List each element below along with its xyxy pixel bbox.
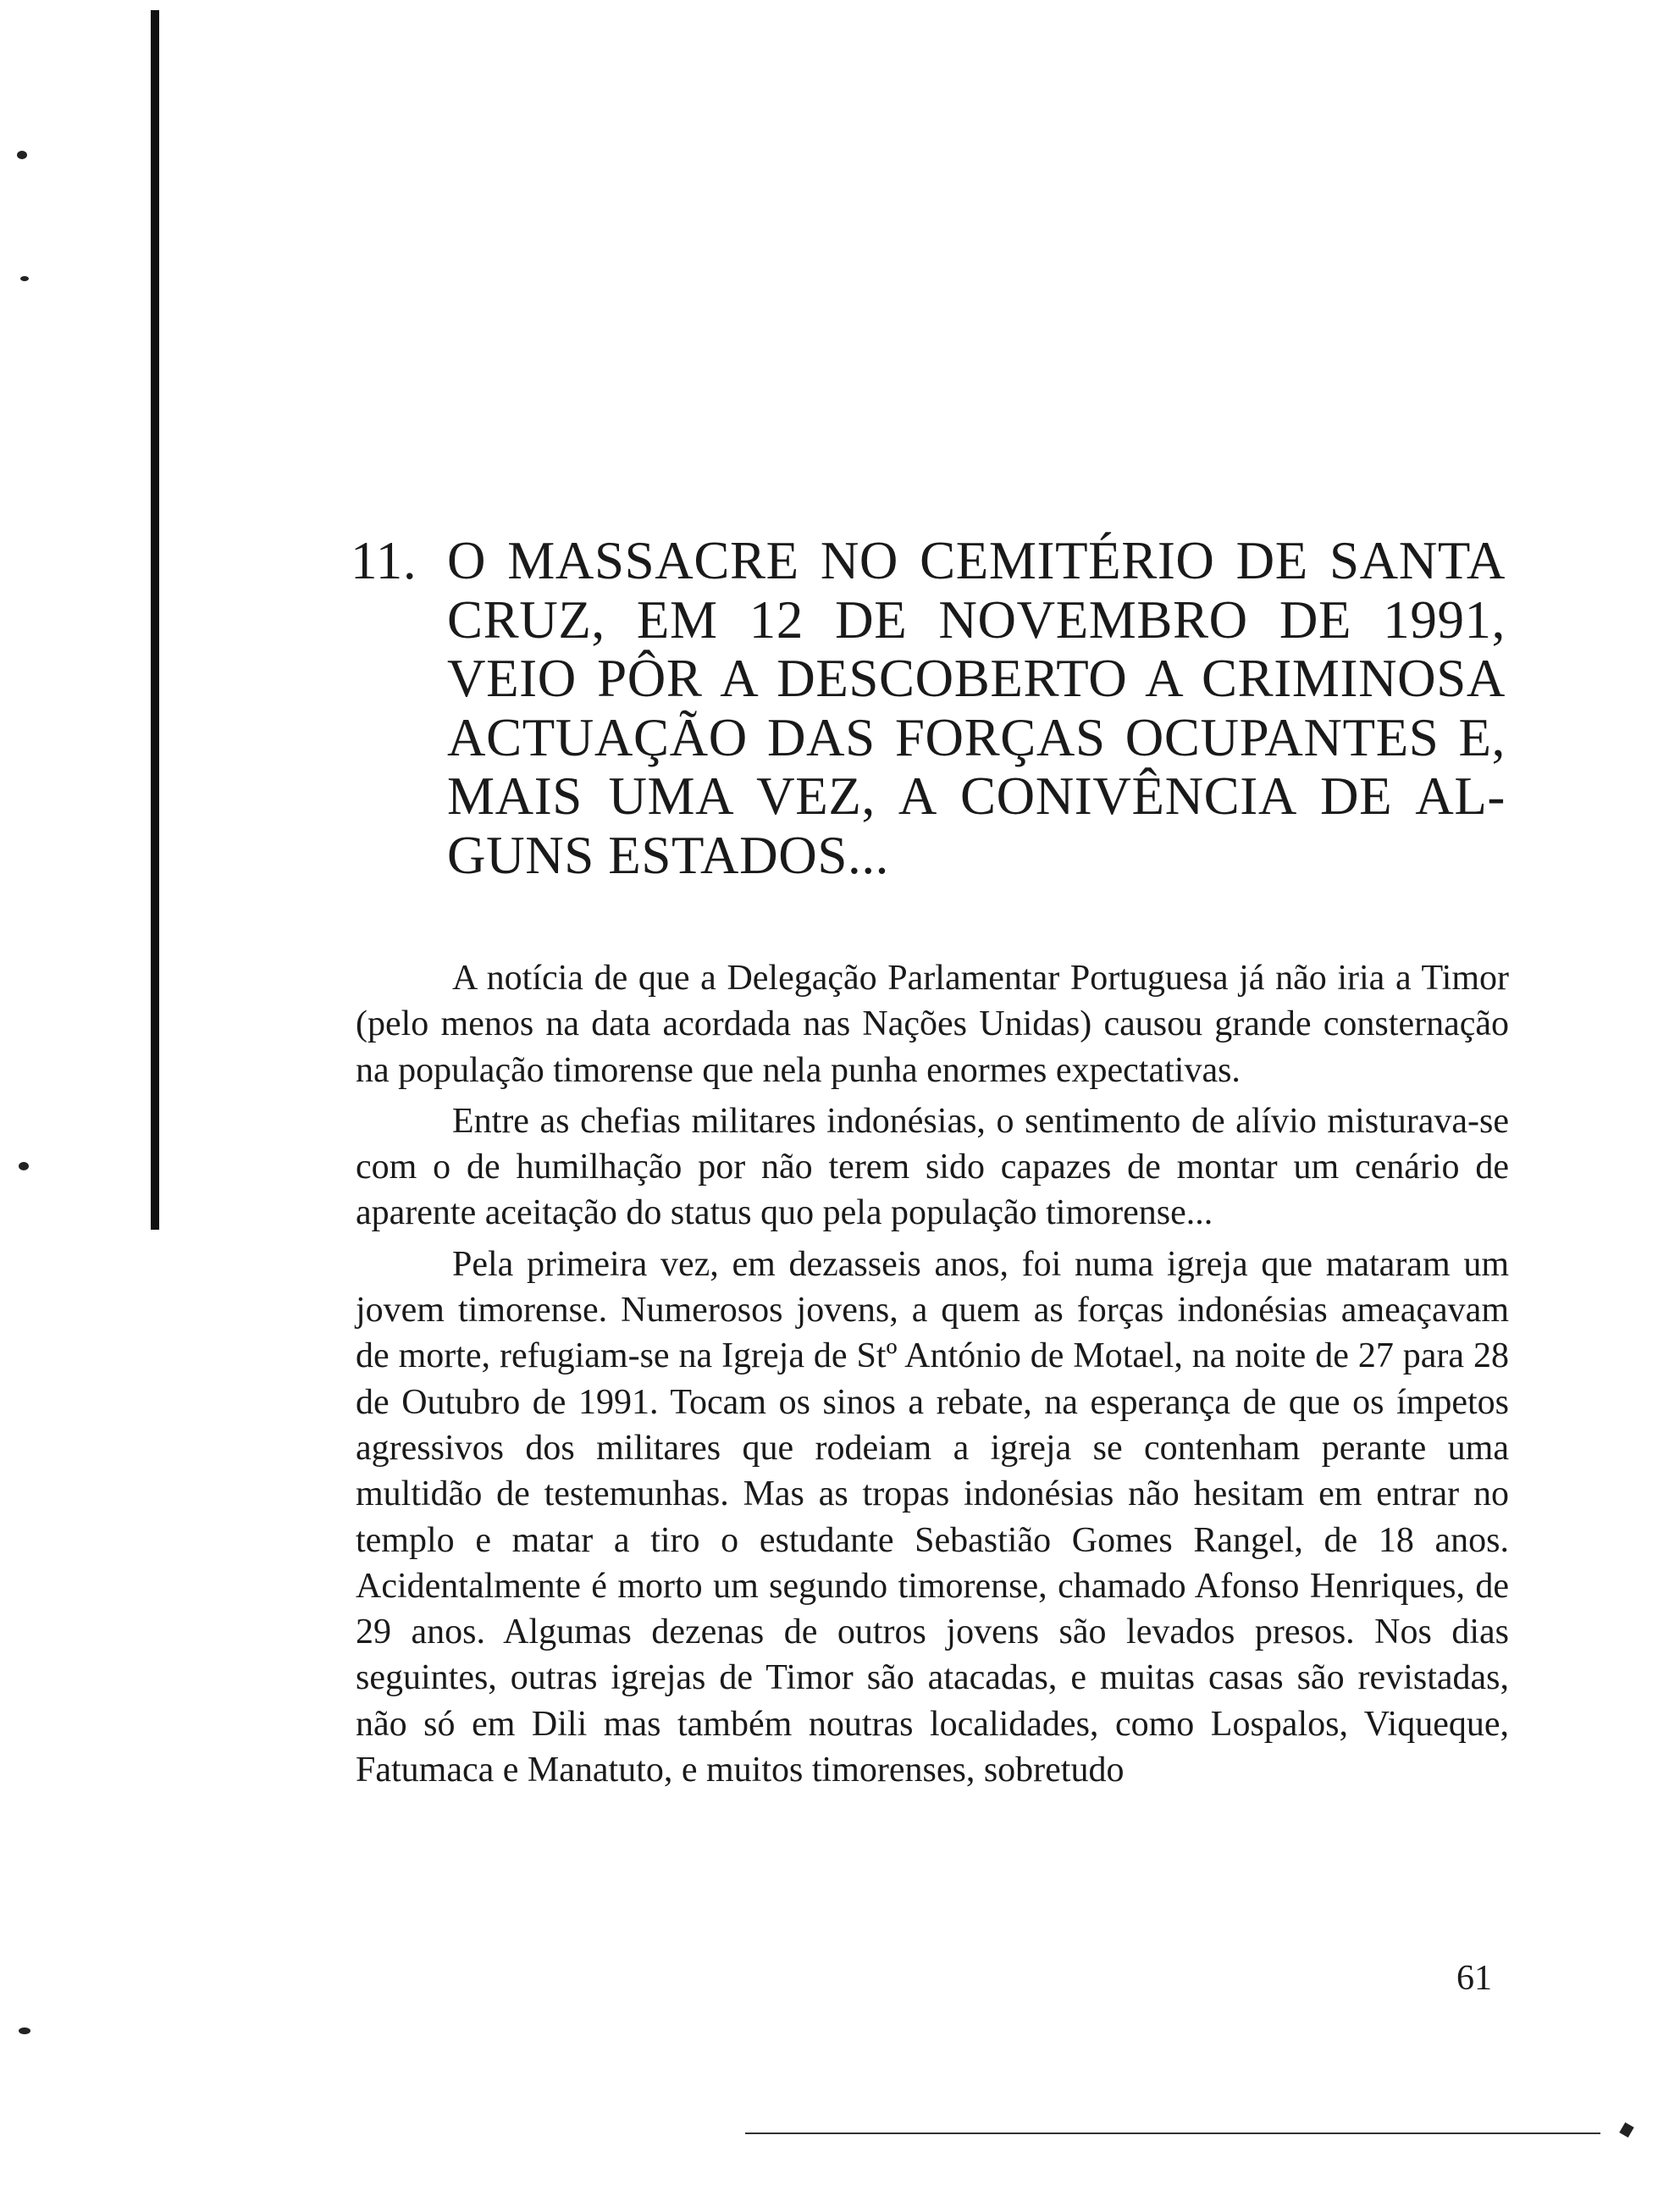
body-text [356, 955, 1509, 1798]
scan-binding-edge [151, 10, 159, 1230]
paragraph: A notícia de que a Delegação Parlamentar Portuguesa já não iria a Timor (pelo menos na data acordada nas Nações Unidas) causou grande consternação na população timorense que nela punha enormes expectativas. [356, 959, 1509, 1090]
scan-speck [17, 151, 27, 159]
scan-bottom-rule [745, 2132, 1600, 2134]
scan-speck [1619, 2122, 1633, 2138]
scan-speck [20, 276, 29, 281]
scan-speck [19, 2027, 30, 2034]
section-number: 11. [351, 531, 417, 590]
page-number: 61 [1456, 1959, 1492, 1998]
scan-speck [19, 1162, 29, 1170]
paragraph: Pela primeira vez, em dezasseis anos, foi numa igreja que mataram um jovem timorense. Numerosos jovens, a quem as forças indonésias ameaçavam de morte, refugiam-se na Igreja de Stº António de Motael, na noite de 27 para 28 de Outubro de 1991. Tocam os sinos a rebate, na esperança de que os ímpetos agressivos dos militares que rodeiam a igreja se contenham perante uma multidão de testemunhas. Mas as tropas indonésias não hesitam em entrar no templo e matar a tiro o estudante Sebastião Gomes Rangel, de 18 anos. Acidentalmente é morto um segundo timorense, chamado Afonso Henriques, de 29 anos. Algumas dezenas de outros jovens são levados presos. Nos dias seguintes, outras igrejas de Timor são atacadas, e muitas casas são revistadas, não só em Dili mas também noutras localidades, como Lospalos, Viqueque, Fatumaca e Manatuto, e muitos timorenses, sobretudo [356, 1244, 1509, 1790]
paragraph: Entre as chefias militares indonésias, o sentimento de alívio misturava-se com o de humilhação por não terem sido capazes de montar um cenário de aparente aceitação do status quo pela população timorense... [356, 1101, 1509, 1233]
section-title: O MASSACRE NO CEMITÉRIO DE SANTA CRUZ, EM 12 DE NOVEMBRO DE 1991, VEIO PÔR A DESCOBERTO A CRIMINOSA ACTUAÇÃO DAS FORÇAS OCUPANTES E, MAIS UMA VEZ, A CONIVÊNCIA DE AL-GUNS ESTADOS... [447, 531, 1506, 885]
